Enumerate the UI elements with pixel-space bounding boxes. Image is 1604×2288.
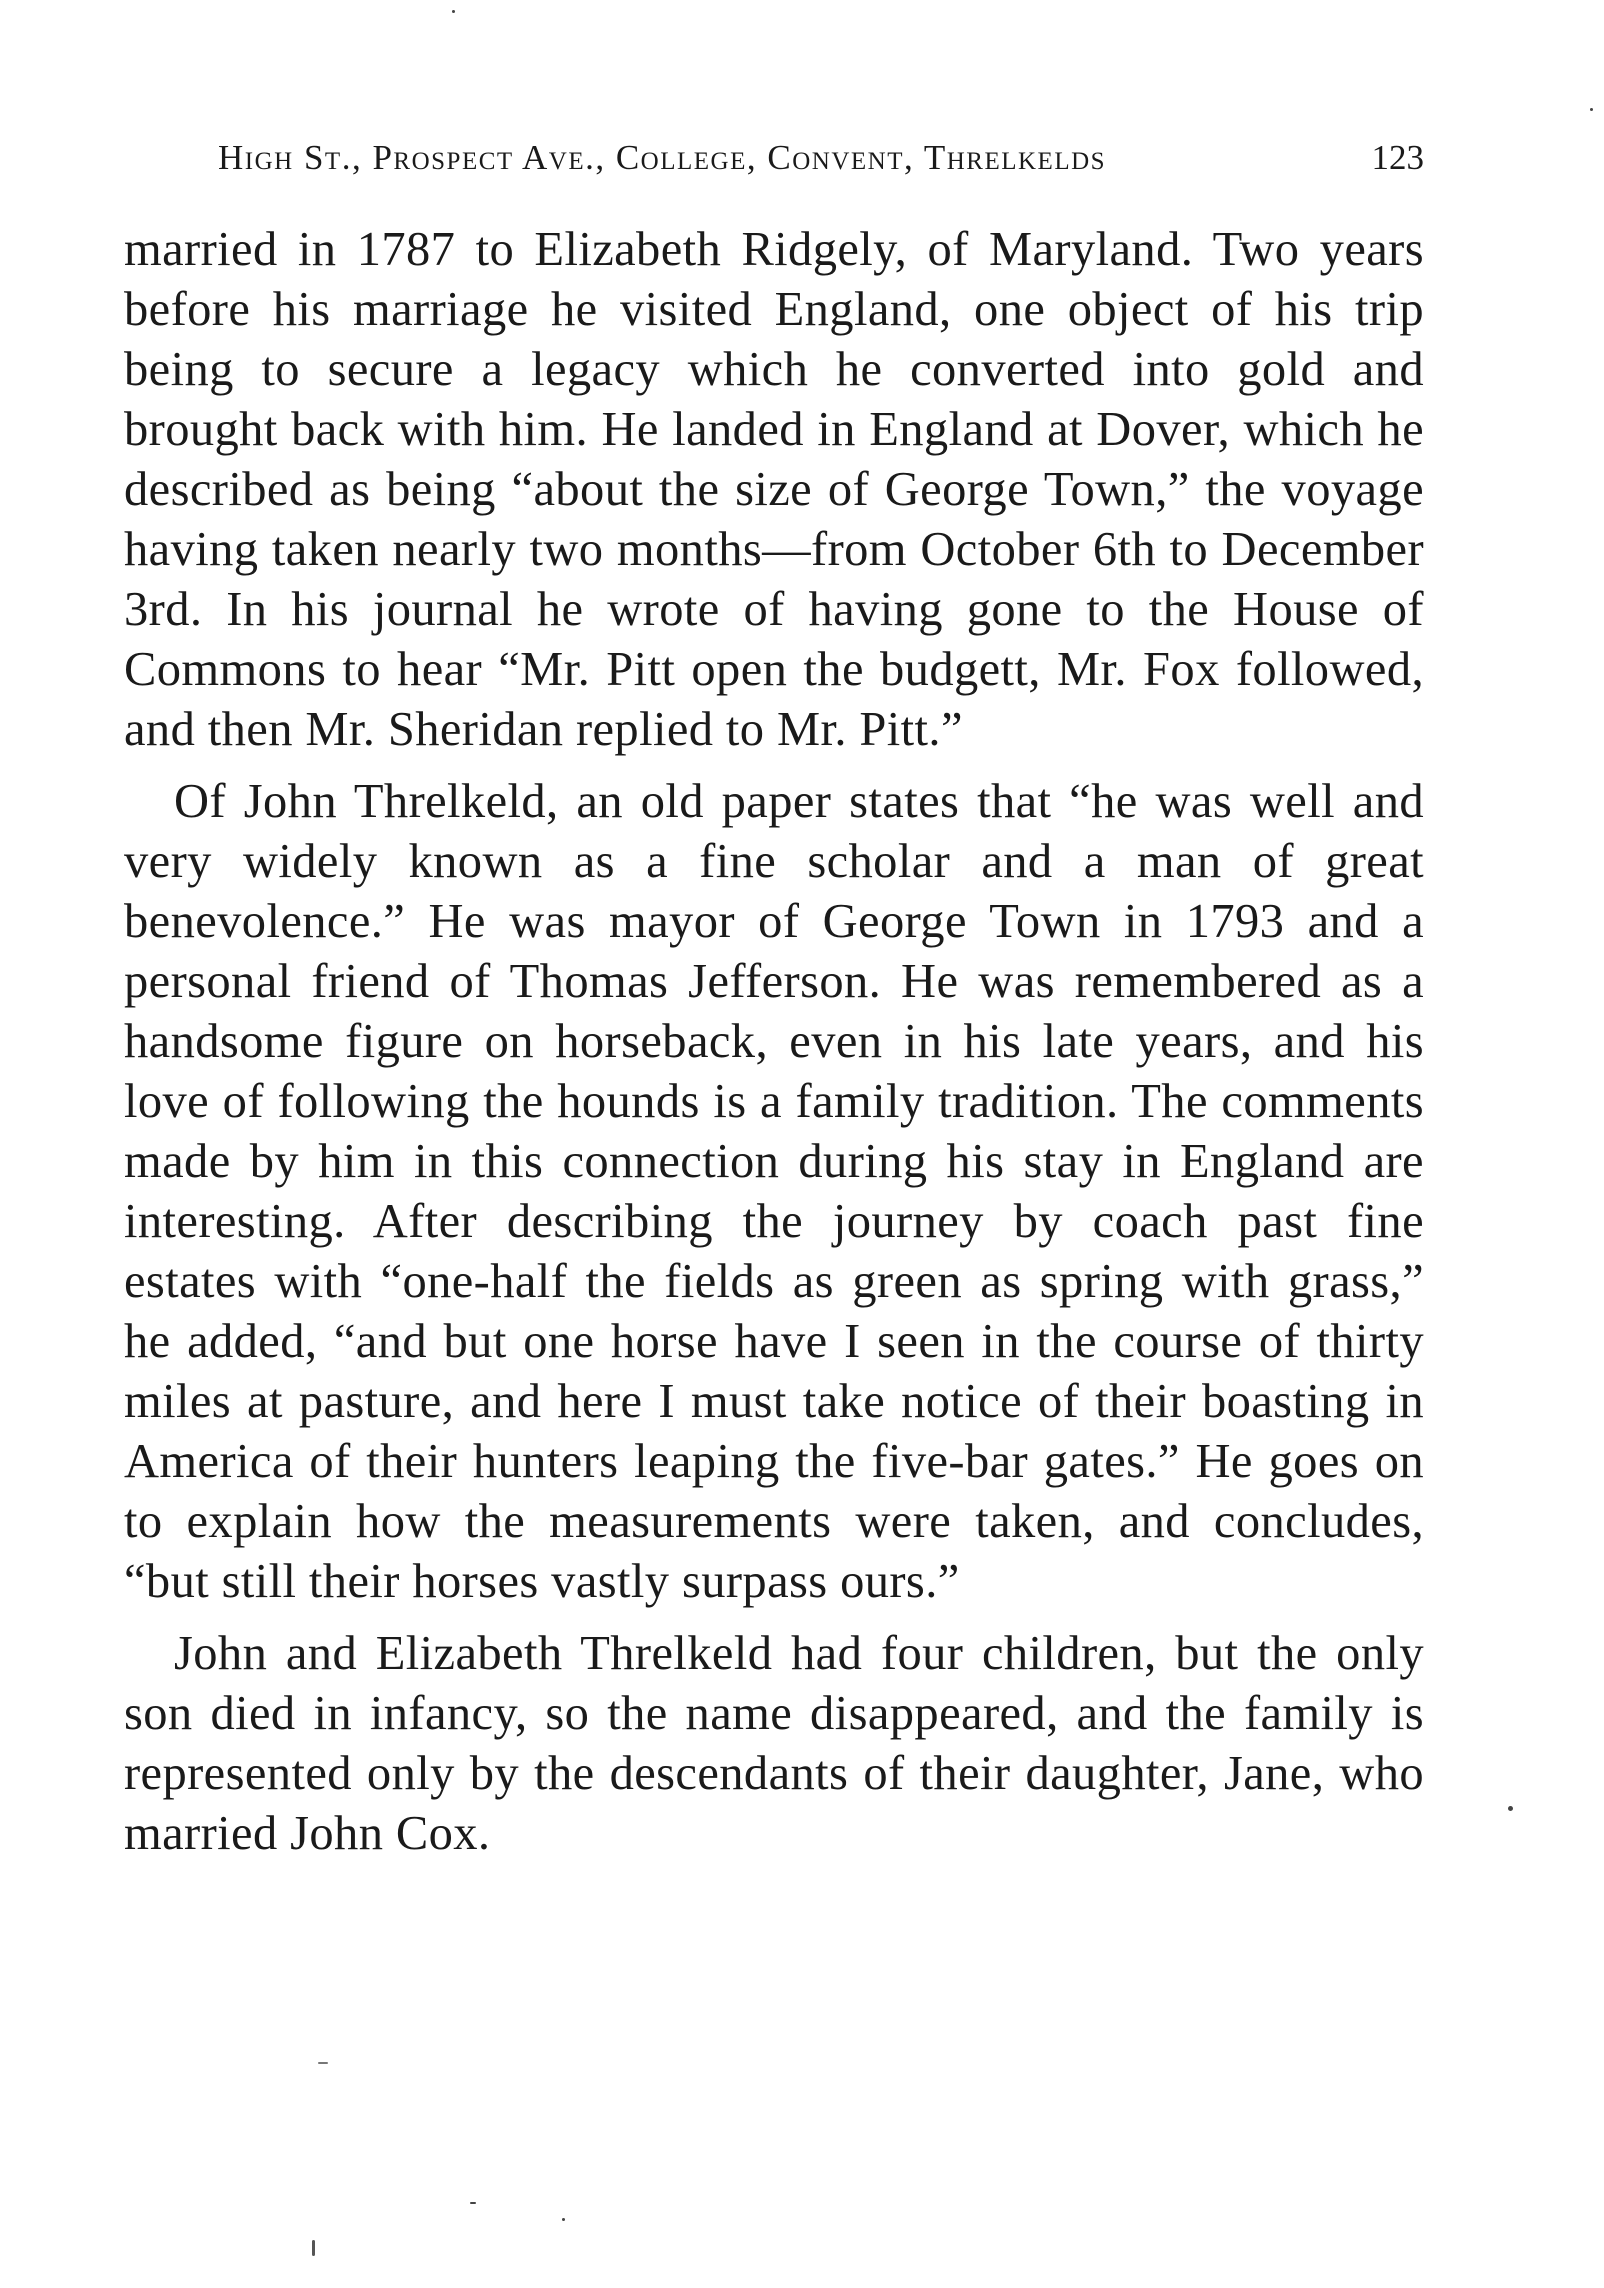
scan-speck [1590, 108, 1593, 111]
scan-speck [312, 2240, 315, 2256]
scan-speck [452, 10, 455, 13]
scan-speck [1508, 1806, 1513, 1811]
body-text [124, 220, 1424, 1864]
scan-speck [562, 2218, 565, 2221]
book-page [124, 128, 1424, 1860]
paragraph-2: Of John Threlkeld, an old paper states that “he was well and very widely known as a fine scholar and a man of great benevolence.” He was mayor of George Town in 1793 and a personal friend of Thomas Jefferson. He was remembered as a handsome figure on horseback, even in his late years, and his love of following the hounds is a family tradition. The comments made by him in this connection during his stay in England are interesting. After describing the journey by coach past fine estates with “one-half the fields as green as spring with grass,” he added, “and but one horse have I seen in the course of thirty miles at pasture, and here I must take notice of their boasting in America of their hunters leaping the five-bar gates.” He goes on to explain how the measurements were taken, and concludes, “but still their horses vastly surpass ours.” [124, 775, 1424, 1608]
scan-speck [470, 2202, 476, 2204]
running-head [124, 128, 1424, 188]
paragraph-3: John and Elizabeth Threlkeld had four children, but the only son died in infancy, so the name disappeared, and the family is represented only by the descendants of their daughter, Jane, who married John Cox. [124, 1627, 1424, 1860]
paragraph-1: married in 1787 to Elizabeth Ridgely, of Maryland. Two years before his marriage he visited England, one object of his trip being to secure a legacy which he converted into gold and brought back with him. He landed in England at Dover, which he described as being “about the size of George Town,” the voyage having taken nearly two months—from October 6th to December 3rd. In his journal he wrote of having gone to the House of Commons to hear “Mr. Pitt open the budgett, Mr. Fox followed, and then Mr. Sheridan replied to Mr. Pitt.” [124, 223, 1424, 756]
running-head-title: High St., Prospect Ave., College, Convent, Threlkelds [218, 138, 1107, 177]
scan-speck [318, 2062, 328, 2064]
page-number: 123 [1371, 138, 1424, 177]
